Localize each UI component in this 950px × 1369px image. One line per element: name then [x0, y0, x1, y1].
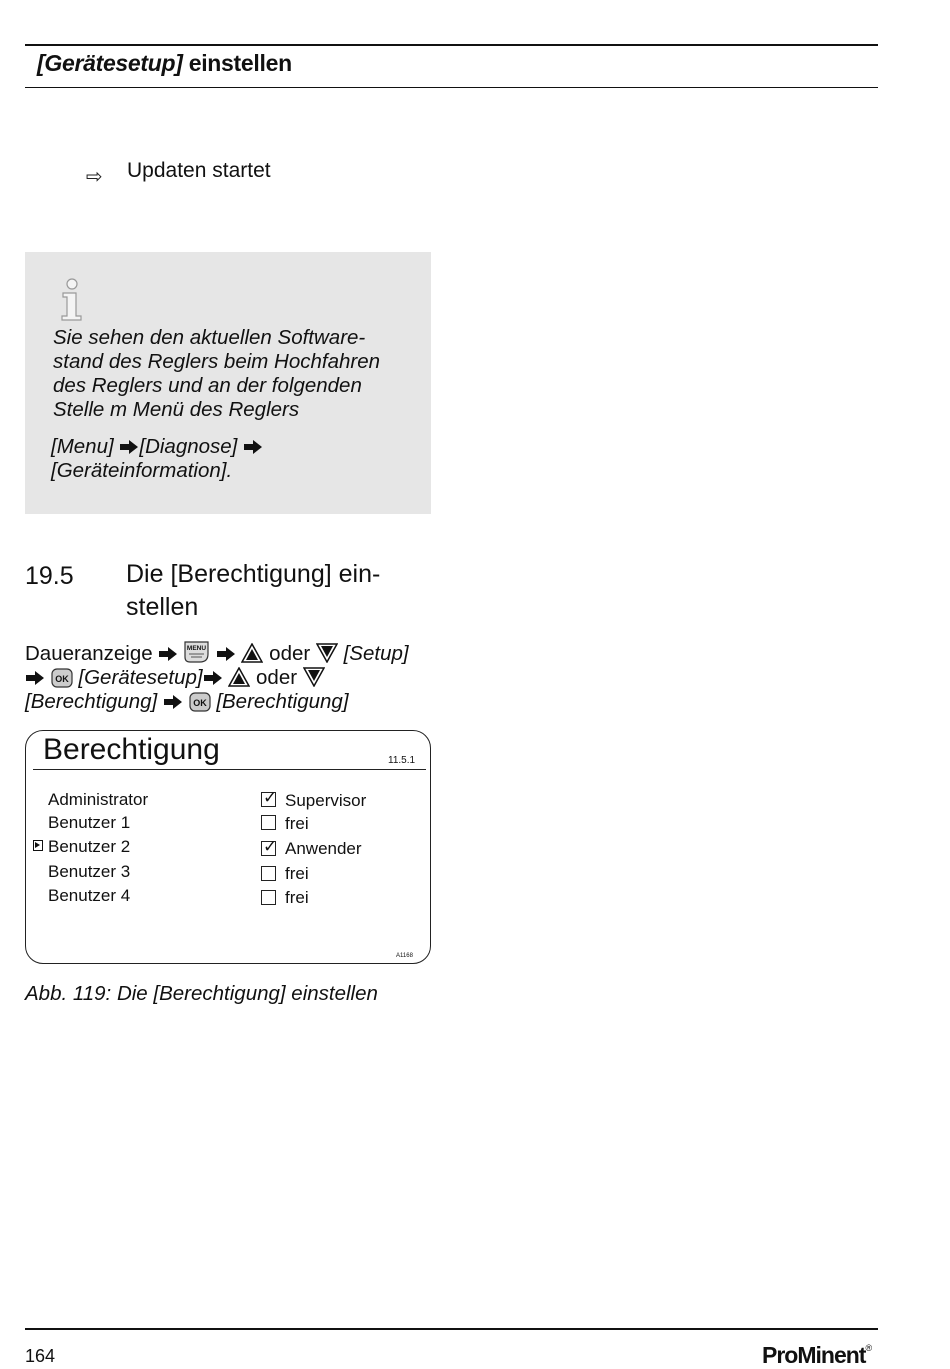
arrow-right-icon	[25, 670, 45, 686]
screen-menu-code: 11.5.1	[388, 755, 416, 766]
nav-geraetesetup: [Gerätesetup]	[78, 666, 203, 689]
info-path-menu: [Menu]	[51, 435, 114, 458]
navigation-path	[25, 640, 435, 714]
user-row-benutzer-2[interactable]: Benutzer 2	[48, 837, 131, 856]
down-key-icon	[316, 643, 338, 663]
checkmark-icon: ✓	[263, 788, 278, 807]
figure-reference-code: A1168	[396, 953, 413, 959]
ok-key-label: OK	[192, 698, 207, 708]
arrow-right-icon	[163, 694, 183, 710]
up-key-icon	[228, 667, 250, 687]
menu-key-label: MENU	[186, 645, 207, 652]
nav-setup: [Setup]	[343, 642, 409, 665]
nav-or-2: oder	[256, 666, 298, 689]
logo-part-pro: Pro	[762, 1342, 798, 1368]
info-path-geraeteinfo: [Geräteinformation].	[51, 459, 233, 482]
user-row-benutzer-1[interactable]: Benutzer 1	[48, 813, 131, 832]
header-bottom-rule	[25, 87, 878, 88]
anwender-checkbox[interactable]	[261, 837, 278, 856]
ok-key-icon	[51, 668, 73, 688]
section-number: 19.5	[25, 562, 74, 590]
user-row-benutzer-3[interactable]: Benutzer 3	[48, 862, 131, 881]
role-label: frei	[285, 888, 309, 907]
prominent-logo	[762, 1342, 872, 1369]
page-number: 164	[25, 1346, 56, 1366]
arrow-right-icon	[119, 439, 139, 455]
down-key-icon	[303, 667, 325, 687]
info-icon	[58, 278, 84, 322]
info-text: Sie sehen den aktuellen Software-stand des Reglers beim Hochfahren des Reglers und an der folgenden Stelle m Menü des Reglers	[53, 326, 381, 421]
menu-key-icon	[184, 640, 210, 664]
footer-rule	[25, 1328, 878, 1330]
arrow-right-icon	[243, 439, 263, 455]
ok-key-label: OK	[54, 674, 69, 684]
screen-title: Berechtigung	[43, 733, 220, 766]
header-title-rest: einstellen	[182, 50, 292, 76]
role-checkbox[interactable]	[261, 815, 276, 830]
page-header-title	[37, 50, 292, 77]
nav-or-1: oder	[269, 642, 311, 665]
figure-caption: Abb. 119: Die [Berechtigung] einstellen	[25, 982, 378, 1005]
result-text: Updaten startet	[127, 159, 271, 182]
checkmark-icon: ✓	[263, 837, 278, 856]
role-label: frei	[285, 864, 309, 883]
user-row-administrator[interactable]: Administrator	[48, 790, 149, 809]
logo-part-minent: Minent	[797, 1342, 866, 1368]
role-checkbox[interactable]	[261, 866, 276, 881]
ok-key-icon	[189, 692, 211, 712]
nav-berechtigung-1: [Berechtigung]	[25, 690, 158, 713]
arrow-right-icon	[203, 670, 223, 686]
supervisor-checkbox[interactable]	[261, 788, 278, 807]
nav-start: Daueranzeige	[25, 642, 153, 665]
logo-registered-mark: ®	[865, 1343, 873, 1353]
section-title: Die [Berechtigung] ein-stellen	[126, 560, 381, 621]
role-label: frei	[285, 814, 309, 833]
arrow-right-icon	[216, 646, 236, 662]
role-label: Anwender	[285, 839, 362, 858]
info-path-diagnose: [Diagnose]	[139, 435, 238, 458]
role-label: Supervisor	[285, 791, 367, 810]
header-title-bracket: [Gerätesetup]	[37, 50, 183, 76]
info-menu-path	[51, 435, 421, 483]
screen-title-rule	[33, 769, 426, 770]
up-key-icon	[241, 643, 263, 663]
user-row-benutzer-4[interactable]: Benutzer 4	[48, 886, 131, 905]
role-checkbox[interactable]	[261, 890, 276, 905]
selection-cursor-icon	[33, 840, 43, 851]
arrow-right-icon	[158, 646, 178, 662]
nav-berechtigung-2: [Berechtigung]	[216, 690, 349, 713]
header-top-rule	[25, 44, 878, 46]
result-arrow-icon: ⇨	[86, 166, 103, 188]
